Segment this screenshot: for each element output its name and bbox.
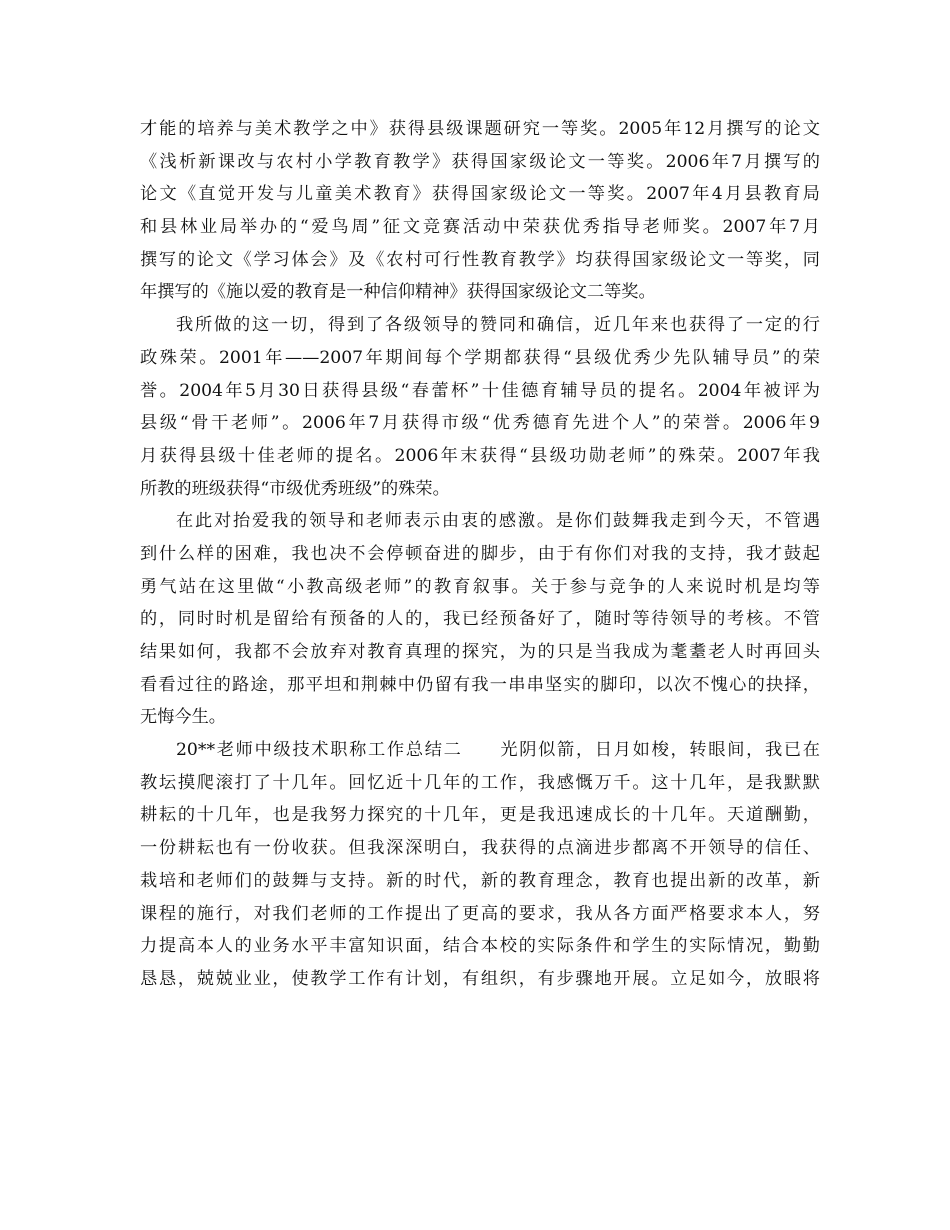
paragraph-gratitude <box>140 505 820 734</box>
paragraph-awards-papers <box>140 113 820 309</box>
text-line: 撰写的论文《学习体会》及《农村可行性教育教学》均获得国家级论文一等奖，同 <box>140 249 820 270</box>
text-line: 在此对抬爱我的领导和老师表示由衷的感激。是你们鼓舞我走到今天，不管遇 <box>176 511 820 532</box>
text-line: 年撰写的《施以爱的教育是一种信仰精神》获得国家级论文二等奖。 <box>140 282 656 303</box>
text-line: 政殊荣。2001年——2007年期间每个学期都获得“县级优秀少先队辅导员”的荣 <box>140 347 820 368</box>
text-line: 县级“骨干老师”。2006年7月获得市级“优秀德育先进个人”的荣誉。2006年9 <box>140 413 820 434</box>
text-line: 结果如何，我都不会放弃对教育真理的探究，为的只是当我成为耄耋老人时再回头 <box>140 642 820 662</box>
text-line: 和县林业局举办的“爱鸟周”征文竞赛活动中荣获优秀指导老师奖。2007年7月 <box>140 217 820 238</box>
text-line: 力提高本人的业务水平丰富知识面，结合本校的实际条件和学生的实际情况，勤勤 <box>140 936 820 957</box>
text-line: 课程的施行，对我们老师的工作提出了更高的要求，我从各方面严格要求本人，努 <box>140 903 820 924</box>
text-line: 誉。2004年5月30日获得县级“春蕾杯”十佳德育辅导员的提名。2004年被评为 <box>140 380 820 401</box>
paragraph-summary-two <box>140 734 820 996</box>
text-line: 无悔今生。 <box>140 707 226 728</box>
text-line: 看看过往的路途，那平坦和荆棘中仍留有我一串串坚实的脚印，以次不愧心的抉择， <box>140 674 820 695</box>
paragraph-honors <box>140 309 820 505</box>
text-line: 勇气站在这里做“小教高级老师”的教育叙事。关于参与竞争的人来说时机是均等 <box>140 576 820 597</box>
text-line: 恳恳，兢兢业业，使教学工作有计划，有组织，有步骤地开展。立足如今，放眼将 <box>140 968 820 989</box>
text-line: 论文《直觉开发与儿童美术教育》获得国家级论文一等奖。2007年4月县教育局 <box>140 184 820 205</box>
text-line: 月获得县级十佳老师的提名。2006年末获得“县级功勋老师”的殊荣。2007年我 <box>140 445 820 466</box>
text-line: 到什么样的困难，我也决不会停顿奋进的脚步，由于有你们对我的支持，我才鼓起 <box>140 543 820 564</box>
text-line: 所教的班级获得“市级优秀班级”的殊荣。 <box>140 478 450 499</box>
text-line: 我所做的这一切，得到了各级领导的赞同和确信，近几年来也获得了一定的行 <box>176 315 820 336</box>
text-line: 耕耘的十几年，也是我努力探究的十几年，更是我迅速成长的十几年。天道酬勤， <box>140 805 820 826</box>
document-body <box>140 113 820 996</box>
text-line: 20**老师中级技术职称工作总结二 光阴似箭，日月如梭，转眼间，我已在 <box>176 740 820 761</box>
text-line: 的，同时时机是留给有预备的人的，我已经预备好了，随时等待领导的考核。不管 <box>140 609 820 630</box>
text-line: 才能的培养与美术教学之中》获得县级课题研究一等奖。2005年12月撰写的论文 <box>140 119 820 139</box>
text-line: 一份耕耘也有一份收获。但我深深明白，我获得的点滴进步都离不开领导的信任、 <box>140 838 820 859</box>
text-line: 《浅析新课改与农村小学教育教学》获得国家级论文一等奖。2006年7月撰写的 <box>140 151 820 172</box>
text-line: 栽培和老师们的鼓舞与支持。新的时代，新的教育理念，教育也提出新的改革，新 <box>140 870 820 891</box>
text-line: 教坛摸爬滚打了十几年。回忆近十几年的工作，我感慨万千。这十几年，是我默默 <box>140 772 820 793</box>
